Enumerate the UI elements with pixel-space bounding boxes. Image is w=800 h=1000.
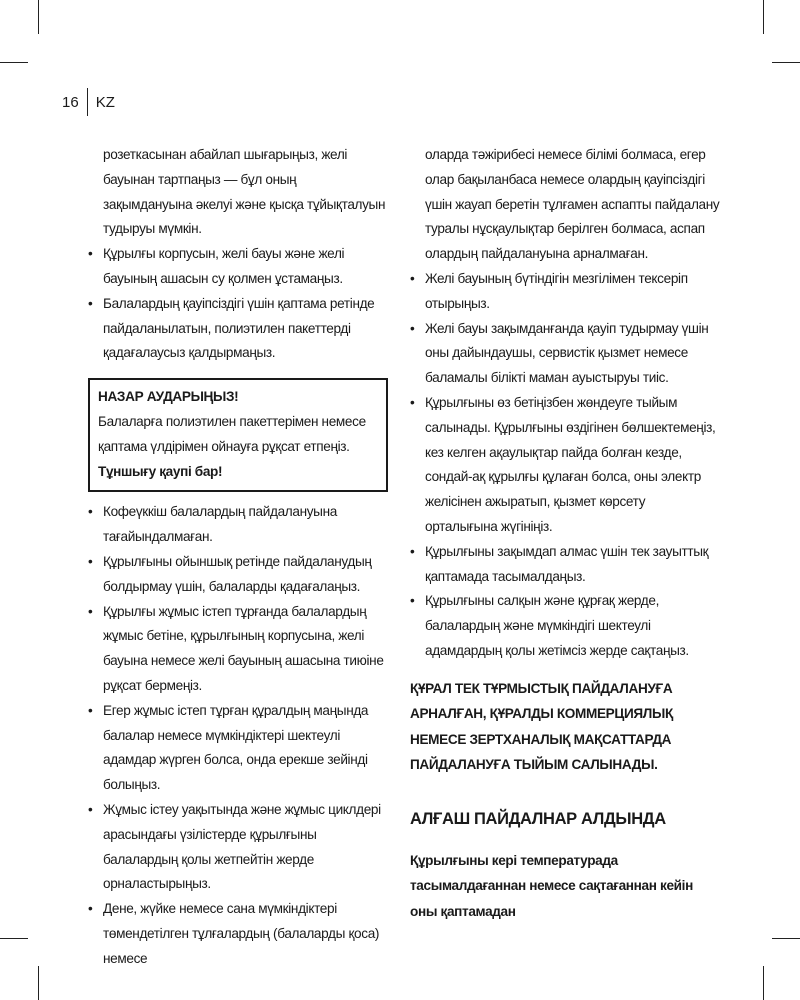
- left-intro-paragraph: розеткасынан абайлап шығарыңыз, желі бауынан тартпаңыз — бұл оның зақымдануына әкелуі және қысқа тұйықталуын тудыруы мүмкін.: [103, 147, 386, 237]
- list-item: • Балалардың қауіпсіздігі үшін қаптама ретінде пайдаланылатын, полиэтилен пакеттерді қадағалаусыз қалдырмаңыз.: [88, 292, 388, 366]
- list-item: • Дене, жүйке немесе сана мүмкіндіктері төмендетілген тұлғалардың (балаларды қоса) немесе: [88, 897, 388, 971]
- left-bullet-list-b: [88, 500, 388, 971]
- list-item: • Құрылғы корпусын, желі бауы және желі бауының ашасын су қолмен ұстамаңыз.: [88, 242, 388, 292]
- crop-mark-top-right: [763, 0, 764, 34]
- left-bullet-list-a: [88, 242, 388, 366]
- warning-text: [98, 410, 378, 484]
- warning-emphasis: Тұншығу қаупі бар!: [98, 463, 223, 479]
- right-column: [410, 143, 720, 924]
- crop-mark-top-right-h: [772, 62, 800, 63]
- crop-mark-top-left: [38, 0, 39, 34]
- crop-mark-bottom-right: [763, 966, 764, 1000]
- right-bullet-list: [410, 267, 720, 664]
- crop-mark-bottom-left: [38, 966, 39, 1000]
- list-item: • Құрылғыны ойыншық ретінде пайдаланудың болдырмау үшін, балаларды қадағалаңыз.: [88, 550, 388, 600]
- list-item: • Құрылғыны зақымдап алмас үшін тек зауыттық қаптамада тасымалдаңыз.: [410, 540, 720, 590]
- list-item: • Құрылғы жұмыс істеп тұрғанда балалардың жұмыс бетіне, құрылғының корпусына, желі бауына немесе желі бауының ашасына тиюіне рұқсат бермеңіз.: [88, 600, 388, 699]
- list-item: • Жұмыс істеу уақытында және жұмыс циклдері арасындағы үзілістерде құрылғыны балалардың қолы жетпейтін жерде орналастырыңыз.: [88, 798, 388, 897]
- crop-mark-bottom-left-h: [0, 938, 28, 939]
- warning-body: Балаларға полиэтилен пакеттерімен немесе қаптама үлдірімен ойнауға рұқсат етпеңіз.: [98, 413, 366, 454]
- section-heading: АЛҒАШ ПАЙДАЛНАР АЛДЫНДА: [410, 809, 666, 828]
- section-intro: Құрылғыны кері температурада тасымалдағаннан немесе сақтағаннан кейін оны қаптамадан: [410, 852, 693, 919]
- warning-box: [88, 378, 388, 492]
- list-item: • Егер жұмыс істеп тұрған құралдың маңында балалар немесе мүмкіндіктері шектеулі адамдар жүрген болса, онда ерекше зейінді болыңыз.: [88, 699, 388, 798]
- list-item: • Құрылғыны өз бетіңізбен жөндеуге тыйым салынады. Құрылғыны өздігінен бөлшектемеңіз, кез келген ақаулықтар пайда болған кезде, сондай-ақ құрылғы құлаған болса, оны электр желісінен ажыратып, қызмет көрсету орталығына жүгініңіз.: [410, 391, 720, 540]
- left-column: [88, 143, 388, 972]
- household-use-notice: ҚҰРАЛ ТЕК ТҰРМЫСТЫҚ ПАЙДАЛАНУҒА АРНАЛҒАН, ҚҰРАЛДЫ КОММЕРЦИЯЛЫҚ НЕМЕСЕ ЗЕРТХАНАЛЫҚ МАҚСАТТАРДА ПАЙДАЛАНУҒА ТЫЙЫМ САЛЫНАДЫ.: [410, 680, 673, 773]
- list-item: • Құрылғыны салқын және құрғақ жерде, балалардың және мүмкіндігі шектеулі адамдардың қолы жетімсіз жерде сақтаңыз.: [410, 589, 720, 663]
- crop-mark-top-left-h: [0, 62, 28, 63]
- warning-title: НАЗАР АУДАРЫҢЫЗ!: [98, 389, 239, 405]
- language-code: KZ: [95, 93, 115, 111]
- page-header: [62, 88, 115, 116]
- right-intro-paragraph: оларда тәжірибесі немесе білімі болмаса, егер олар бақыланбаса немесе олардың қауіпсіздігі үшін жауап беретін тұлғамен аспапты пайдалану туралы нұсқаулықтар берілген болмаса, аспап олардың пайдалануына арналмаған.: [425, 147, 720, 262]
- page-number: 16: [62, 93, 79, 111]
- list-item: • Кофеүккіш балалардың пайдалануына тағайындалмаған.: [88, 500, 388, 550]
- list-item: • Желі бауының бүтіндігін мезгілімен тексеріп отырыңыз.: [410, 267, 720, 317]
- list-item: • Желі бауы зақымданғанда қауіп тудырмау үшін оны дайындаушы, сервистік қызмет немесе баламалы білікті маман ауыстыруы тиіс.: [410, 317, 720, 391]
- crop-mark-bottom-right-h: [772, 938, 800, 939]
